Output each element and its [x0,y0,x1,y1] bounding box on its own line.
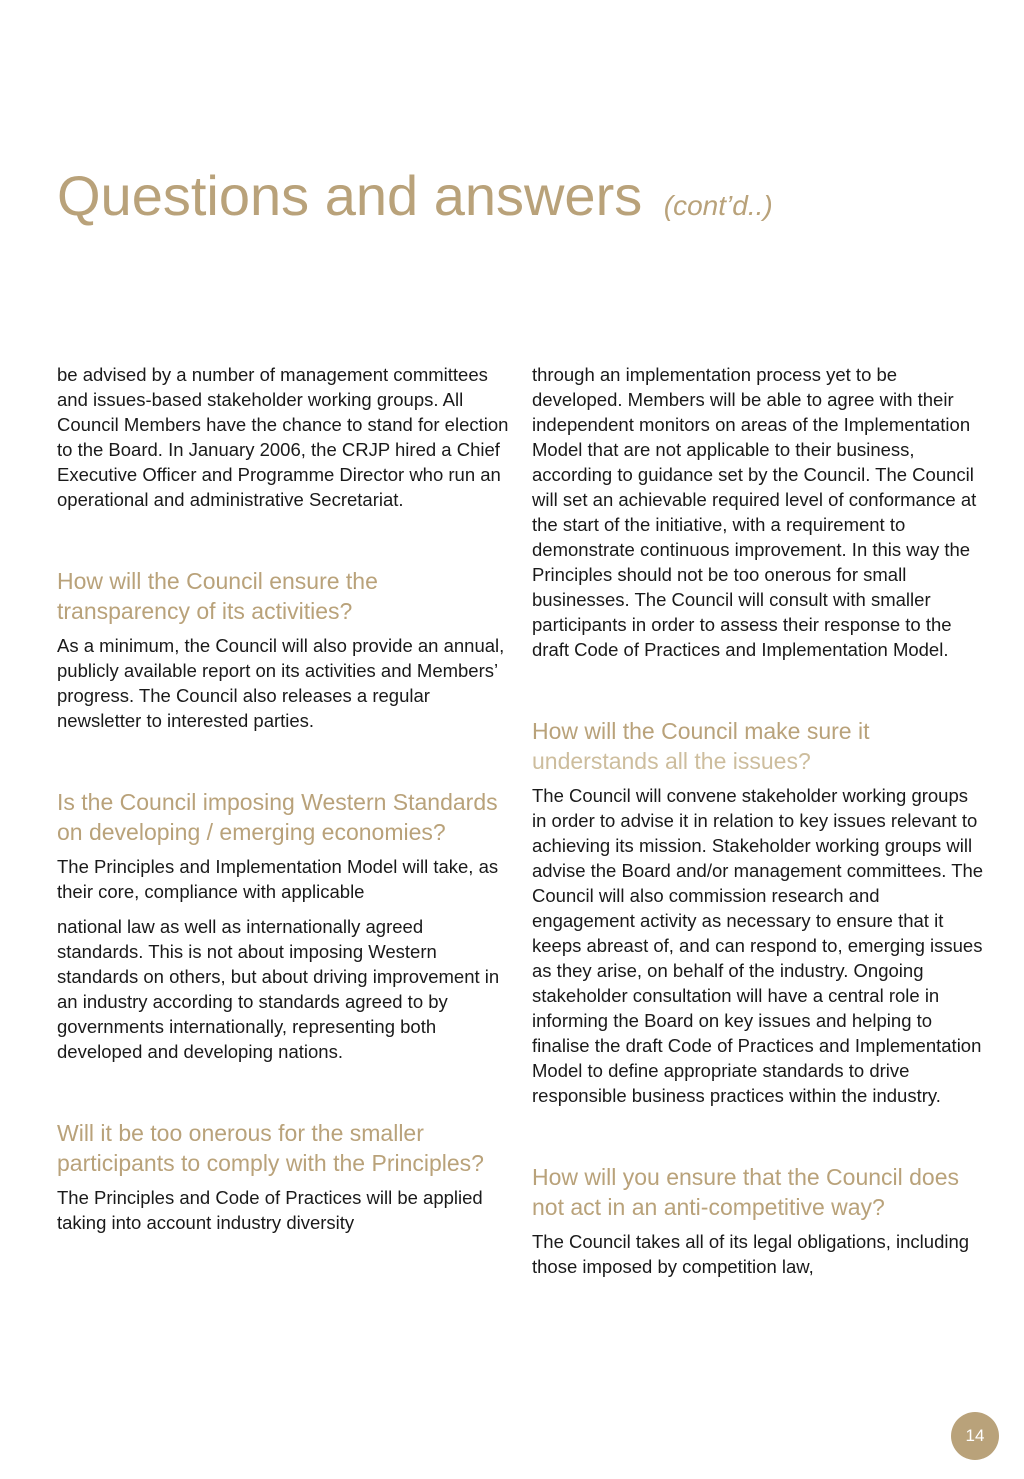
question-understands-issues-line2: understands all the issues? [532,747,811,774]
answer-western-standards-part1: The Principles and Implementation Model will take, as their core, compliance with applicable [57,856,499,902]
question-western-standards: Is the Council imposing Western Standards on developing / emerging economies? [57,789,498,845]
question-understands-issues-line1: How will the Council make sure it [532,718,870,744]
page-title-text: Questions and answers [57,164,643,227]
intro-paragraph: be advised by a number of management committees and issues-based stakeholder working groups. All Council Members have the chance to stand for election to the Board. In January 2006, the CRJP hired a Chief Executive Officer and Programme Director who run an operational and administrative Secretariat. [57,364,509,510]
left-column [57,362,509,1235]
question-smaller-participants: Will it be too onerous for the smaller participants to comply with the Principles? [57,1120,484,1176]
question-anti-competitive: How will you ensure that the Council does not act in an anti-competitive way? [532,1164,960,1220]
page-number-badge: 14 [951,1412,999,1460]
answer-smaller-participants-continued: through an implementation process yet to be developed. Members will be able to agree with their independent monitors on areas of the Implementation Model that are not applicable to their business, according to guidance set by the Council. The Council will set an achievable required level of conformance at the start of the initiative, with a requirement to demonstrate continuous improvement. In this way the Principles should not be too onerous for small businesses. The Council will consult with smaller participants in order to assess their response to the draft Code of Practices and Implementation Model. [532,364,977,660]
page-title [57,162,773,240]
answer-understands-issues: The Council will convene stakeholder working groups in order to advise it in relation to key issues relevant to achieving its mission. Stakeholder working groups will advise the Board and/or management committees. The Council will also commission research and engagement activity as necessary to ensure that it keeps abreast of, and can respond to, emerging issues as they arise, on behalf of the industry. Ongoing stakeholder consultation will have a central role in informing the Board on key issues and helping to finalise the draft Code of Practices and Implementation Model to define appropriate standards to drive responsible business practices within the industry. [532,785,984,1106]
answer-western-standards-part2: national law as well as internationally agreed standards. This is not about imposing Western standards on others, but about driving improvement in an industry according to standards agreed to by governments internationally, representing both developed and developing nations. [57,916,500,1062]
answer-smaller-participants: The Principles and Code of Practices will be applied taking into account industry diversity [57,1187,483,1233]
right-column [532,362,984,1279]
answer-anti-competitive: The Council takes all of its legal obligations, including those imposed by competition law, [532,1231,970,1277]
page-subtitle: (cont’d..) [663,190,773,221]
answer-transparency: As a minimum, the Council will also provide an annual, publicly available report on its activities and Members’ progress. The Council also releases a regular newsletter to interested parties. [57,635,505,731]
question-understands-issues [532,717,984,776]
question-transparency: How will the Council ensure the transparency of its activities? [57,568,378,624]
